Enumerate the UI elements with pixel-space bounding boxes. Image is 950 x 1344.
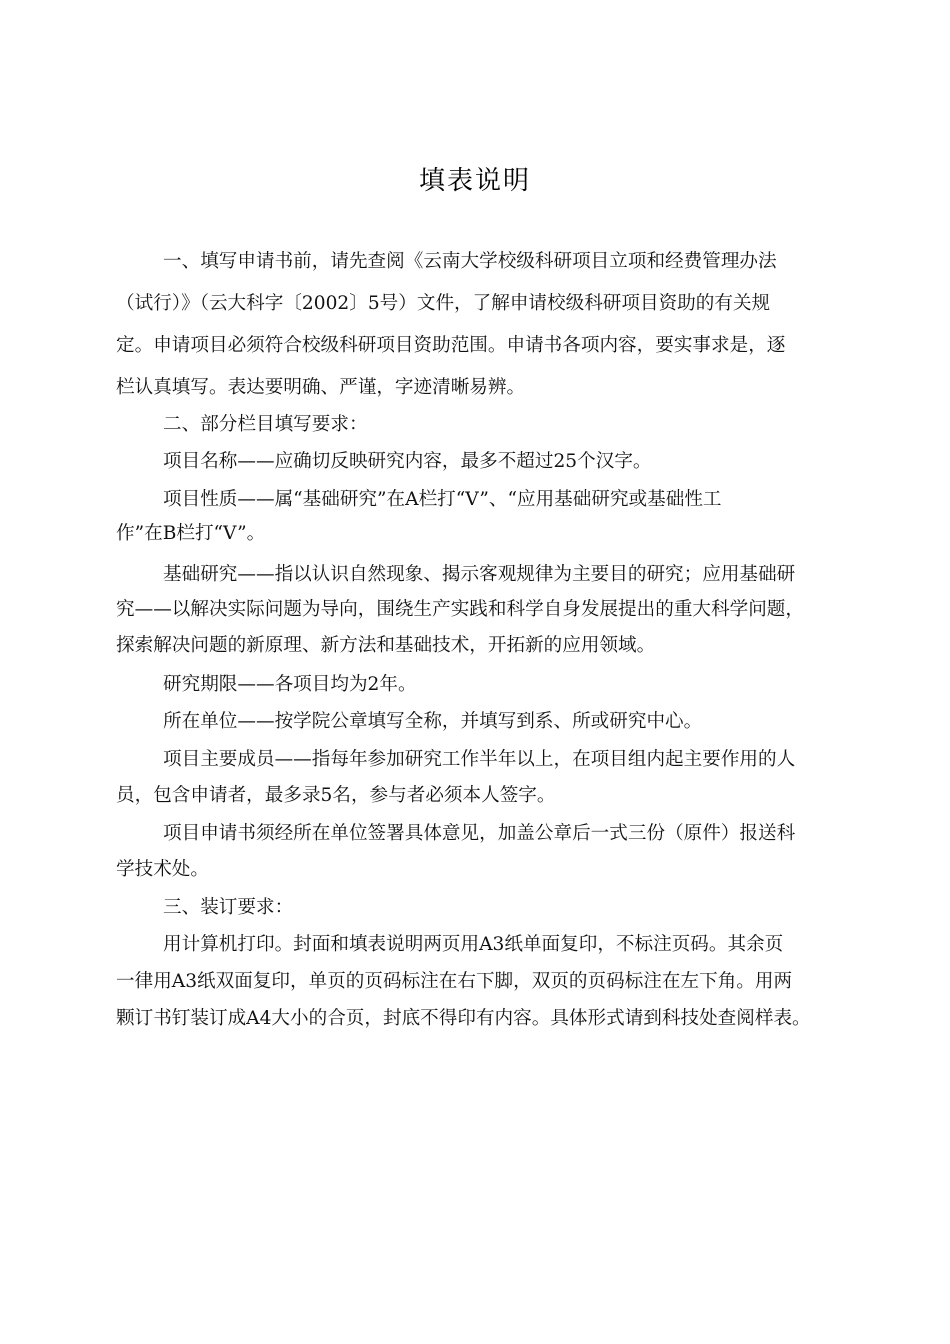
paragraph-line: 一、填写申请书前，请先查阅《云南大学校级科研项目立项和经费管理办法 <box>163 251 777 272</box>
page-title: 填表说明 <box>418 166 531 196</box>
paragraph-line: （试行）》（云大科字〔2002〕5号）文件，了解申请校级科研项目资助的有关规 <box>116 293 771 314</box>
section-heading: 三、装订要求： <box>163 897 294 918</box>
paragraph-line: 学技术处。 <box>116 859 209 880</box>
section-heading: 二、部分栏目填写要求： <box>163 414 368 435</box>
paragraph-line: 项目主要成员——指每年参加研究工作半年以上，在项目组内起主要作用的人 <box>163 749 796 770</box>
paragraph-line: 栏认真填写。表达要明确、严谨，字迹清晰易辨。 <box>116 377 526 398</box>
paragraph-line: 基础研究——指以认识自然现象、揭示客观规律为主要目的研究；应用基础研 <box>163 564 796 585</box>
paragraph-line: 定。申请项目必须符合校级科研项目资助范围。申请书各项内容，要实事求是，逐 <box>116 335 786 356</box>
paragraph-line: 项目性质——属“基础研究”在A栏打“V”、“应用基础研究或基础性工 <box>163 489 722 510</box>
paragraph-line: 研究期限——各项目均为2年。 <box>163 674 417 695</box>
paragraph-line: 项目申请书须经所在单位签署具体意见，加盖公章后一式三份（原件）报送科 <box>163 823 796 844</box>
paragraph-line: 作”在B栏打“V”。 <box>116 523 266 544</box>
paragraph-line: 探索解决问题的新原理、新方法和基础技术，开拓新的应用领域。 <box>116 635 656 656</box>
paragraph-line: 项目名称——应确切反映研究内容，最多不超过25个汉字。 <box>163 451 652 472</box>
paragraph-line: 究——以解决实际问题为导向，围绕生产实践和科学自身发展提出的重大科学问题， <box>116 599 804 620</box>
paragraph-line: 用计算机打印。封面和填表说明两页用A3纸单面复印，不标注页码。其余页 <box>163 934 784 955</box>
paragraph-line: 所在单位——按学院公章填写全称，并填写到系、所或研究中心。 <box>163 711 703 732</box>
paragraph-line: 颗订书钉装订成A4大小的合页，封底不得印有内容。具体形式请到科技处查阅样表。 <box>116 1008 811 1029</box>
paragraph-line: 员，包含申请者，最多录5名，参与者必须本人签字。 <box>116 785 556 806</box>
paragraph-line: 一律用A3纸双面复印，单页的页码标注在右下脚，双页的页码标注在左下角。用两 <box>116 971 793 992</box>
